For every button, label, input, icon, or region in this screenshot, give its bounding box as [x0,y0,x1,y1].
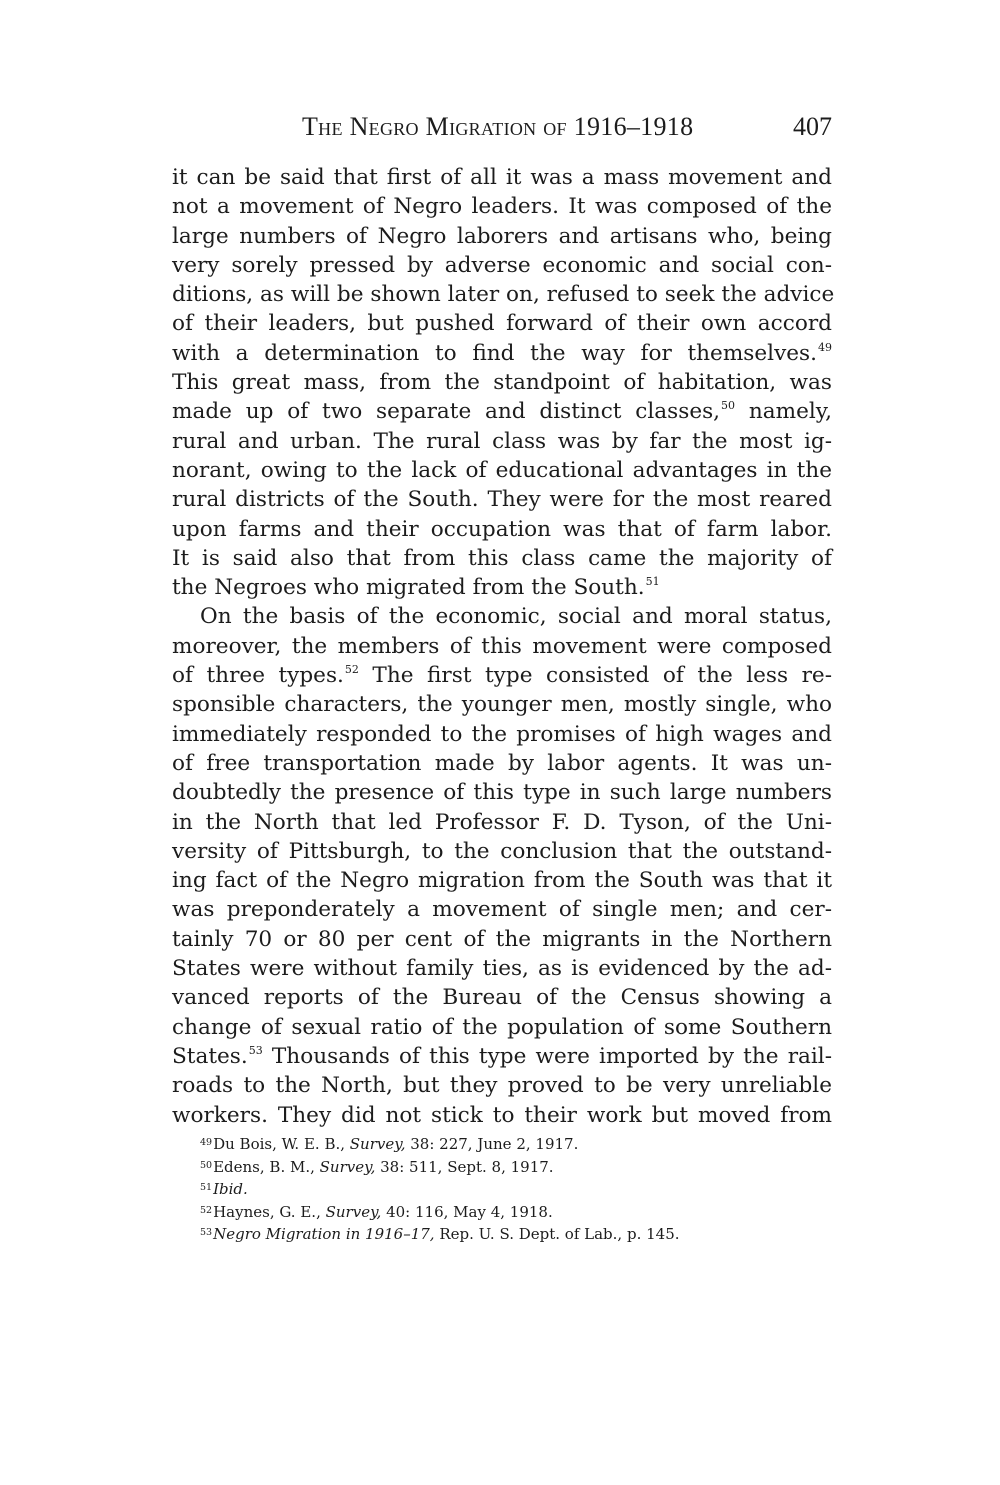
footnote-number: 53 [200,1227,213,1239]
text-line: workers. They did not stick to their work but moved from [172,1102,832,1128]
text-line [172,397,832,426]
footnote-53 [200,1223,840,1246]
text-segment: Thousands of this type were imported by the rail- [262,1043,832,1069]
footnote-number: 51 [200,1182,213,1194]
running-head [172,112,832,146]
text-line: rural and urban. The rural class was by far the most ig- [172,428,832,454]
body-text [172,163,835,1130]
text-line: This great mass, from the standpoint of habitation, was [172,370,832,396]
text-segment: with a determination to find the way for themselves. [172,340,817,366]
footnote-text: 38: 227, June 2, 1917. [405,1135,579,1153]
text-line: versity of Pittsburgh, to the conclusion that the outstand- [172,838,832,864]
text-segment: the Negroes who migrated from the South. [172,575,645,601]
footnote-ref-52: 52 [344,663,359,677]
text-line [172,661,832,690]
text-line: moreover, the members of this movement were composed [172,633,832,659]
footnote-ref-51: 51 [645,575,660,589]
footnote-source: Survey, [349,1135,406,1153]
text-line: norant, owing to the lack of educational advantages in the [172,457,832,483]
footnotes [200,1133,840,1246]
text-line: of their leaders, but pushed forward of their own accord [172,311,832,337]
text-segment: of three types. [172,663,344,689]
text-line: upon farms and their occupation was that of farm labor. [172,516,832,542]
footnote-text: Edens, B. M., [213,1157,320,1176]
footnote-52 [200,1201,840,1224]
text-line: roads to the North, but they proved to be very unreliable [172,1073,832,1099]
footnote-text: Haynes, G. E., [213,1202,326,1221]
footnote-number: 50 [200,1159,213,1171]
footnote-50 [200,1156,840,1179]
footnote-number: 49 [200,1137,213,1148]
text-line [172,1042,832,1071]
text-line: tainly 70 or 80 per cent of the migrants in the Northern [172,926,832,952]
text-line: sponsible characters, the younger men, mostly single, who [172,692,832,718]
text-line [172,339,832,368]
footnote-ref-53: 53 [248,1043,263,1057]
text-line: was preponderately a movement of single men; and cer- [172,897,832,923]
footnote-source: Ibid. [213,1180,248,1199]
footnote-51 [200,1178,840,1201]
text-line: ditions, as will be shown later on, refused to seek the advice [172,282,835,308]
text-line: States were without family ties, as is evidenced by the ad- [172,956,832,982]
footnote-ref-49: 49 [818,340,832,354]
text-line: very sorely pressed by adverse economic and social con- [172,252,832,278]
text-segment: The first type consisted of the less re- [358,663,832,689]
text-line: not a movement of Negro leaders. It was composed of the [172,194,832,220]
text-line: in the North that led Professor F. D. Tyson, of the Uni- [172,809,832,835]
footnote-number: 52 [200,1204,213,1216]
footnote-text: Du Bois, W. E. B., [213,1135,350,1153]
text-segment: namely, [735,399,832,425]
page-number: 407 [793,112,832,141]
text-segment: States. [172,1043,248,1069]
text-line: of free transportation made by labor agents. It was un- [172,750,832,776]
footnote-source: Negro Migration in 1916–17, [213,1225,435,1244]
footnote-49 [200,1133,840,1156]
text-line: vanced reports of the Bureau of the Census showing a [172,985,832,1011]
footnote-source: Survey, [319,1157,376,1176]
text-line: doubtedly the presence of this type in such large numbers [172,780,832,806]
text-line: immediately responded to the promises of high wages and [172,721,832,747]
text-line: On the basis of the economic, social and moral status, [200,604,832,630]
text-line: large numbers of Negro laborers and artisans who, being [172,223,832,249]
running-title: The Negro Migration of 1916–1918 [302,112,694,141]
text-line: It is said also that from this class came the majority of [172,545,832,571]
text-line: it can be said that first of all it was a mass movement and [172,165,832,190]
footnote-text: Rep. U. S. Dept. of Lab., p. 145. [434,1225,680,1244]
footnote-ref-50: 50 [721,399,736,413]
footnote-source: Survey, [325,1202,382,1221]
text-line: rural districts of the South. They were for the most reared [172,487,832,513]
text-line [172,573,832,602]
text-segment: made up of two separate and distinct classes, [172,399,721,425]
text-line: ing fact of the Negro migration from the South was that it [172,868,832,894]
footnote-text: 38: 511, Sept. 8, 1917. [375,1157,554,1176]
footnote-text: 40: 116, May 4, 1918. [381,1202,553,1221]
text-line: change of sexual ratio of the population of some Southern [172,1014,832,1040]
